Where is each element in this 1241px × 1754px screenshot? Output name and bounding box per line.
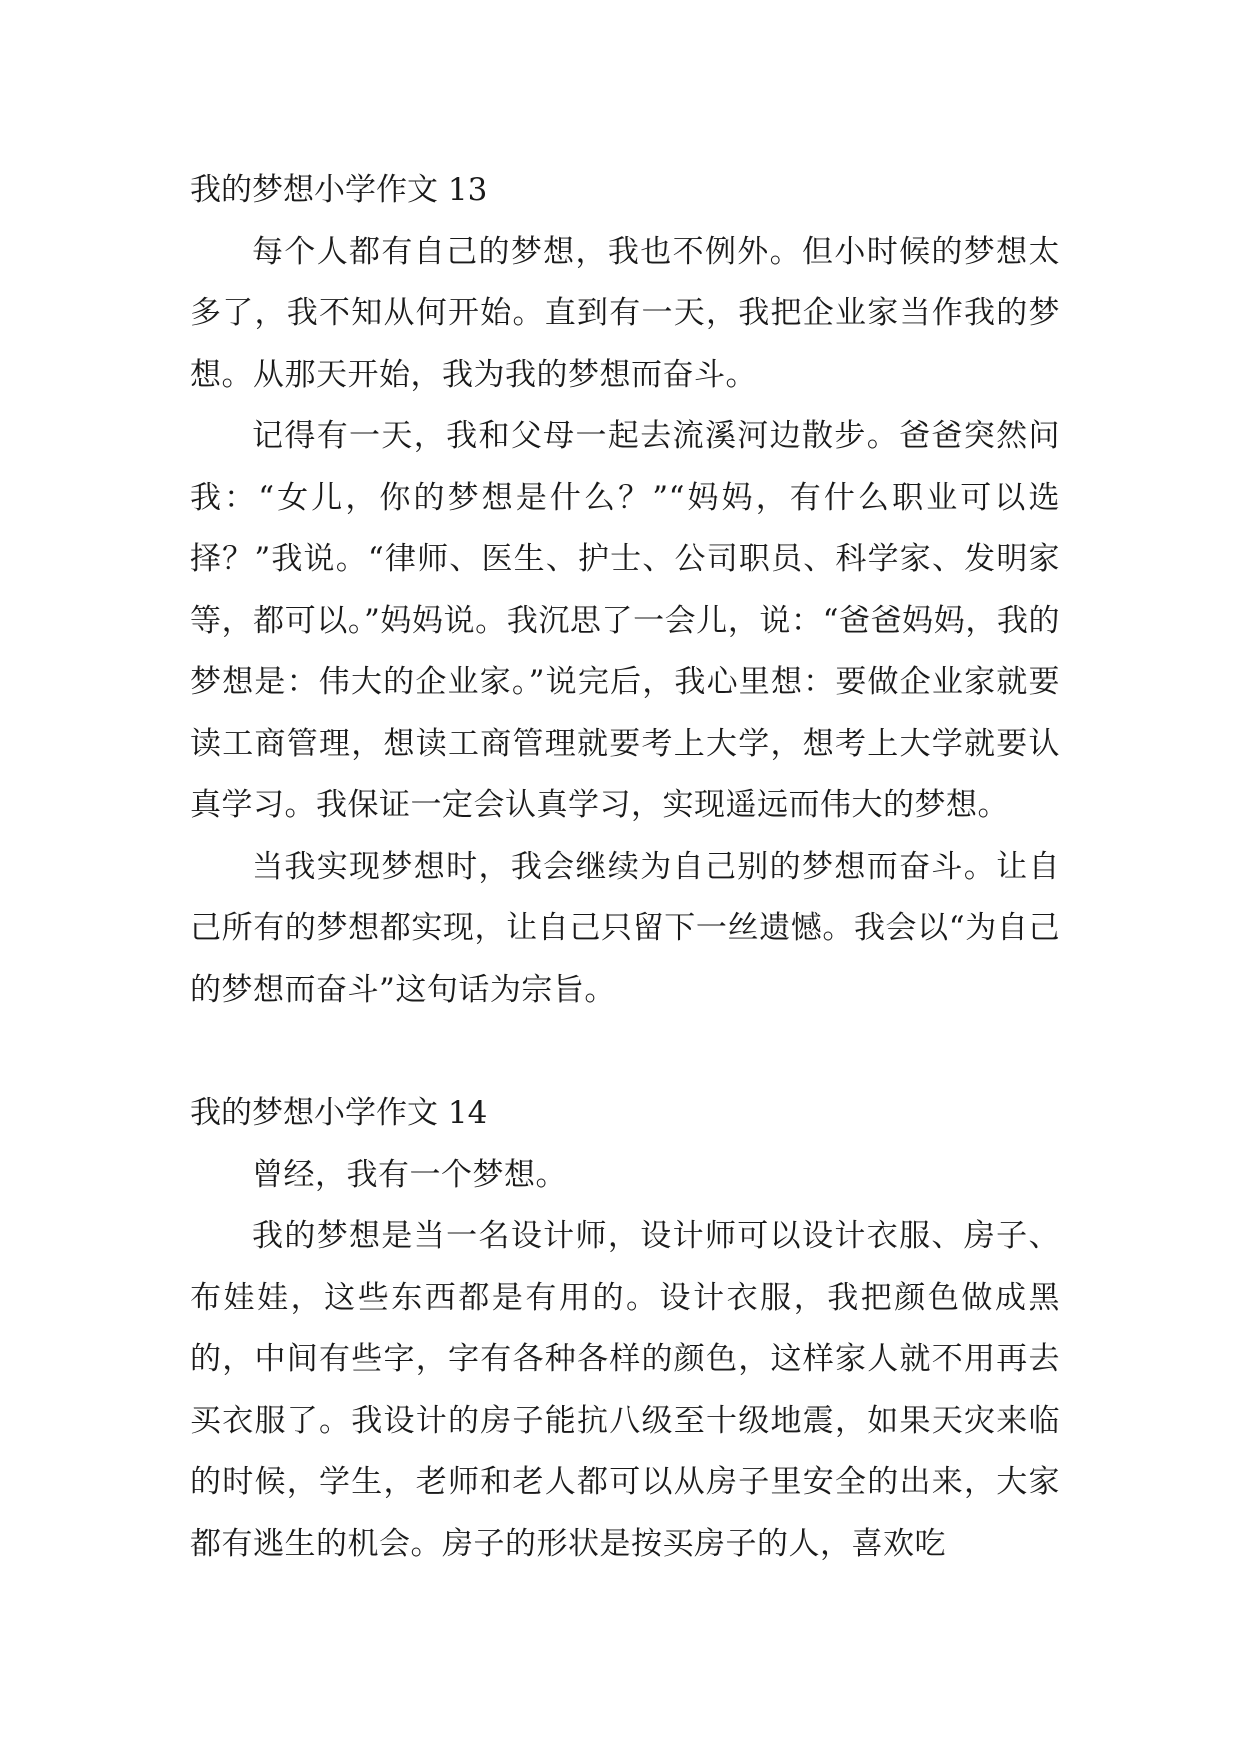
essay-paragraph: 曾经，我有一个梦想。 (252, 1156, 567, 1193)
essay-section-14 (190, 1083, 1060, 1575)
essay-section-13 (190, 160, 1060, 1021)
essay-paragraph: 记得有一天，我和父母一起去流溪河边散步。爸爸突然问我：“女儿，你的梦想是什么？”“妈妈，有什么职业可以选择？”我说。“律师、医生、护士、公司职员、科学家、发明家等，都可以。”妈妈说。我沉思了一会儿，说：“爸爸妈妈，我的梦想是：伟大的企业家。”说完后，我心里想：要做企业家就要读工商管理，想读工商管理就要考上大学，想考上大学就要认真学习。我保证一定会认真学习，实现遥远而伟大的梦想。 (190, 418, 1060, 823)
essay-title: 我的梦想小学作文 14 (190, 1095, 488, 1131)
essay-paragraph: 当我实现梦想时，我会继续为自己别的梦想而奋斗。让自己所有的梦想都实现，让自己只留下一丝遗憾。我会以“为自己的梦想而奋斗”这句话为宗旨。 (190, 848, 1060, 1008)
essay-title: 我的梦想小学作文 13 (190, 172, 488, 208)
section-spacer (190, 1021, 1060, 1083)
essay-paragraph: 每个人都有自己的梦想，我也不例外。但小时候的梦想太多了，我不知从何开始。直到有一天，我把企业家当作我的梦想。从那天开始，我为我的梦想而奋斗。 (190, 233, 1060, 393)
document-body (190, 160, 1060, 1575)
essay-paragraph: 我的梦想是当一名设计师，设计师可以设计衣服、房子、布娃娃，这些东西都是有用的。设计衣服，我把颜色做成黑的，中间有些字，字有各种各样的颜色，这样家人就不用再去买衣服了。我设计的房子能抗八级至十级地震，如果天灾来临的时候，学生，老师和老人都可以从房子里安全的出来，大家都有逃生的机会。房子的形状是按买房子的人，喜欢吃 (190, 1218, 1060, 1562)
